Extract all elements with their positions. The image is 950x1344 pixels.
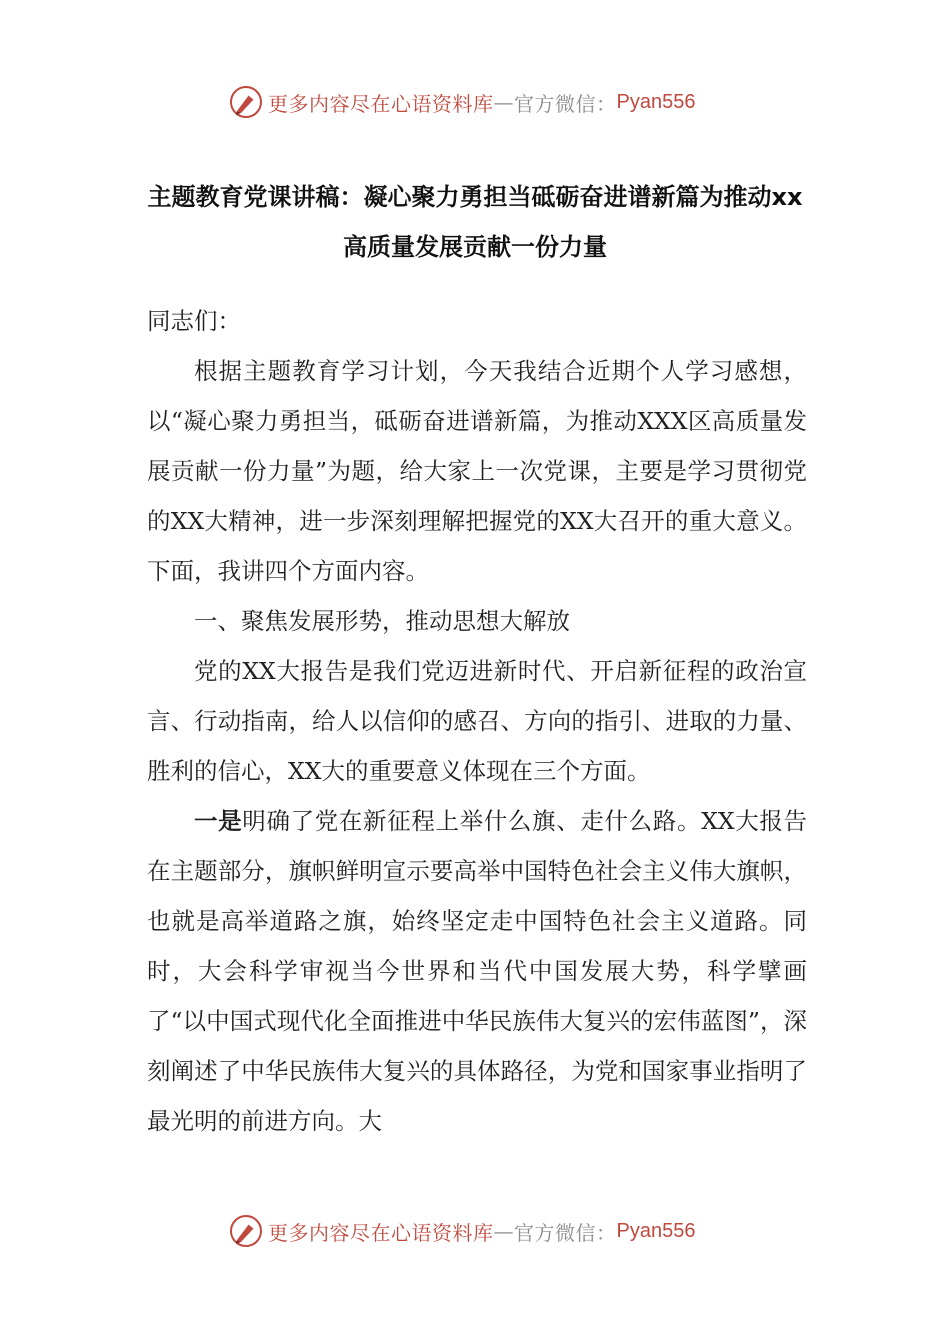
pen-nib-icon: [228, 1213, 264, 1249]
document-body: [147, 296, 807, 1146]
watermark-contact-handle: Pyan556: [616, 1219, 696, 1242]
watermark-contact-handle: Pyan556: [616, 90, 696, 113]
paragraph-point-one: [147, 796, 807, 1146]
point-lead: 一是: [194, 807, 243, 835]
watermark-contact-label: 官方微信：: [514, 91, 617, 116]
section-heading: 一、聚焦发展形势，推动思想大解放: [194, 607, 570, 635]
pen-nib-icon: [228, 84, 264, 120]
paragraph-intro: 根据主题教育学习计划，今天我结合近期个人学习感想，以“凝心聚力勇担当，砥砺奋进谱新篇，为推动XXX区高质量发展贡献一份力量”为题，给大家上一次党课，主要是学习贯彻党的XX大精神，进一步深刻理解把握党的XX大召开的重大意义。下面，我讲四个方面内容。: [147, 357, 807, 585]
header-watermark: [228, 82, 728, 122]
watermark-separator: —: [493, 90, 514, 114]
watermark-brand-text: 更多内容尽在心语资料库: [268, 91, 494, 116]
paragraph-significance: 党的XX大报告是我们党迈进新时代、开启新征程的政治宣言、行动指南，给人以信仰的感召、方向的指引、进取的力量、胜利的信心，XX大的重要意义体现在三个方面。: [147, 657, 807, 785]
document-title: 主题教育党课讲稿：凝心聚力勇担当砥砺奋进谱新篇为推动xx高质量发展贡献一份力量: [147, 183, 803, 261]
point-text: 明确了党在新征程上举什么旗、走什么路。XX大报告在主题部分，旗帜鲜明宣示要高举中国特色社会主义伟大旗帜，也就是高举道路之旗，始终坚定走中国特色社会主义道路。同时，大会科学审视当今世界和当代中国发展大势，科学擘画了“以中国式现代化全面推进中华民族伟大复兴的宏伟蓝图”，深刻阐述了中华民族伟大复兴的具体路径，为党和国家事业指明了最光明的前进方向。大: [147, 807, 807, 1135]
salutation: 同志们：: [147, 307, 241, 335]
watermark-separator: —: [493, 1219, 514, 1243]
footer-watermark: [228, 1211, 728, 1251]
watermark-contact-label: 官方微信：: [514, 1220, 617, 1245]
watermark-brand-text: 更多内容尽在心语资料库: [268, 1220, 494, 1245]
